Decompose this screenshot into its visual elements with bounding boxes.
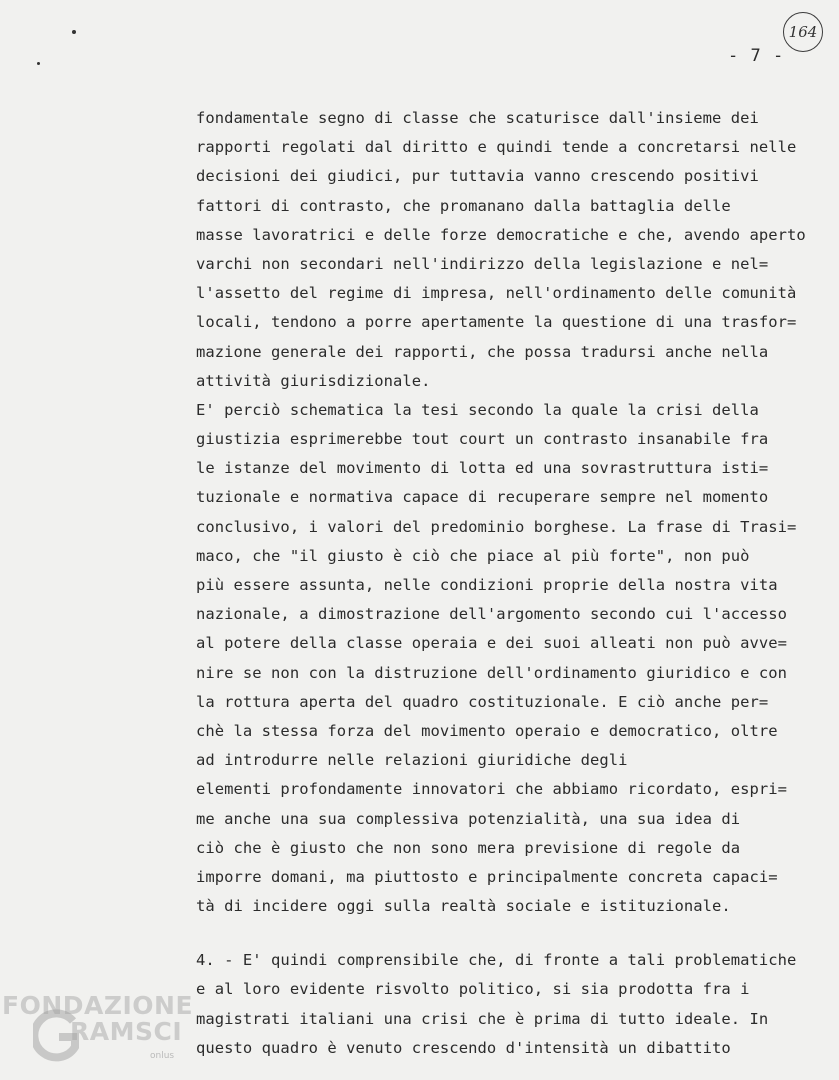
gramsci-g-icon: [33, 1007, 81, 1067]
paragraph-3: [196, 946, 836, 1063]
text-line: E' perciò schematica la tesi secondo la quale la crisi della: [196, 400, 759, 419]
fondazione-gramsci-watermark: [0, 985, 210, 1080]
text-line: l'assetto del regime di impresa, nell'ordinamento delle comunità: [196, 284, 797, 303]
text-line: tà di incidere oggi sulla realtà sociale e istituzionale.: [196, 897, 731, 916]
text-line: me anche una sua complessiva potenzialità, una sua idea di: [196, 809, 741, 828]
document-body: [196, 104, 836, 1063]
text-line: ad introdurre nelle relazioni giuridiche degli: [196, 751, 628, 770]
text-line: ciò che è giusto che non sono mera previsione di regole da: [196, 838, 741, 857]
text-line: decisioni dei giudici, pur tuttavia vanno crescendo positivi: [196, 167, 759, 186]
text-line: giustizia esprimerebbe tout court un contrasto insanabile fra: [196, 430, 769, 449]
text-line: magistrati italiani una crisi che è prima di tutto ideale. In: [196, 1009, 769, 1028]
text-line: imporre domani, ma piuttosto e principalmente concreta capaci=: [196, 867, 778, 886]
text-line: fondamentale segno di classe che scaturisce dall'insieme dei: [196, 109, 759, 127]
page-number: - 7 -: [728, 46, 785, 66]
text-line: masse lavoratrici e delle forze democratiche e che, avendo aperto: [196, 225, 806, 244]
text-line: la rottura aperta del quadro costituzionale. E ciò anche per=: [196, 692, 769, 711]
text-line: locali, tendono a porre apertamente la questione di una trasfor=: [196, 313, 797, 332]
text-line: chè la stessa forza del movimento operaio e democratico, oltre: [196, 721, 778, 740]
text-line: tuzionale e normativa capace di recuperare sempre nel momento: [196, 488, 769, 507]
text-line: elementi profondamente innovatori che abbiamo ricordato, espri=: [196, 780, 788, 799]
text-line: attività giurisdizionale.: [196, 371, 431, 390]
text-line: e al loro evidente risvolto politico, si sia prodotta fra i: [196, 980, 750, 999]
text-line: al potere della classe operaia e dei suoi alleati non può avve=: [196, 634, 788, 653]
text-line: più essere assunta, nelle condizioni proprie della nostra vita: [196, 576, 778, 594]
folio-stamp: 164: [783, 12, 823, 52]
watermark-onlus: onlus: [150, 1051, 175, 1061]
text-line: 4. - E' quindi comprensibile che, di fronte a tali problematiche: [196, 951, 797, 970]
text-line: questo quadro è venuto crescendo d'intensità un dibattito: [196, 1038, 731, 1057]
paragraph-1: [196, 104, 836, 396]
text-line: le istanze del movimento di lotta ed una sovrastruttura isti=: [196, 459, 769, 478]
text-line: maco, che "il giusto è ciò che piace al più forte", non può: [196, 546, 750, 565]
text-line: mazione generale dei rapporti, che possa tradursi anche nella: [196, 342, 769, 361]
ink-speck: [37, 62, 40, 65]
paragraph-gap: [196, 921, 836, 946]
text-line: nire se non con la distruzione dell'ordinamento giuridico e con: [196, 663, 788, 682]
watermark-title: FONDAZIONE: [2, 991, 194, 1020]
text-line: varchi non secondari nell'indirizzo della legislazione e nel=: [196, 254, 769, 273]
paragraph-2: [196, 396, 836, 921]
text-line: fattori di contrasto, che promanano dalla battaglia delle: [196, 196, 731, 215]
text-line: rapporti regolati dal diritto e quindi tende a concretarsi nelle: [196, 138, 797, 157]
text-line: nazionale, a dimostrazione dell'argomento secondo cui l'accesso: [196, 605, 788, 624]
ink-speck: [72, 30, 76, 34]
text-line: conclusivo, i valori del predominio borghese. La frase di Trasi=: [196, 517, 797, 536]
watermark-subtitle: RAMSCI: [70, 1017, 183, 1046]
